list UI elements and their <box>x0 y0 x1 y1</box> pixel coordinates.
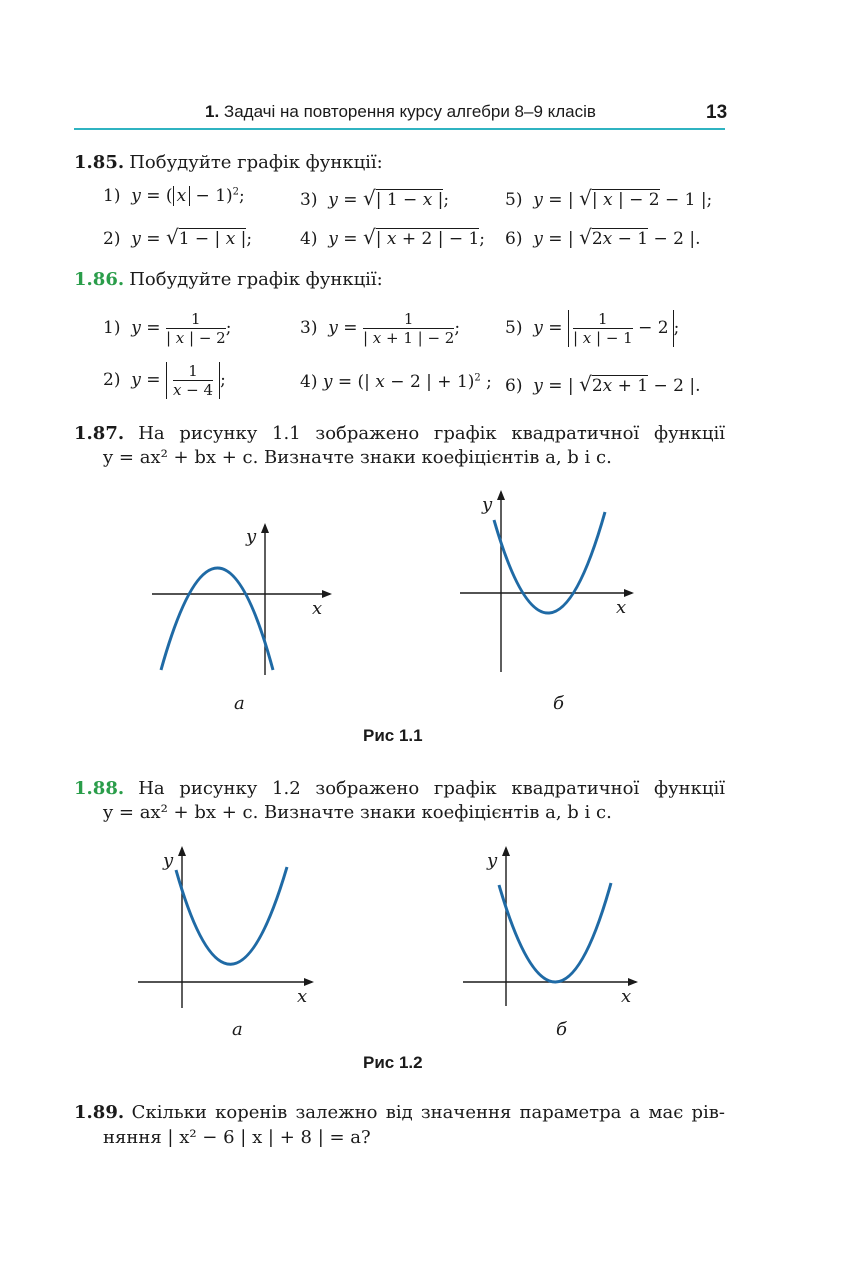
problem-1-86 <box>74 269 383 290</box>
p186-item-6: 6) y = | √2x + 1 − 2 |. <box>505 372 701 396</box>
problem-1-85 <box>74 152 383 173</box>
sub-label-a: а <box>234 693 245 714</box>
problem-number: 1.85. <box>74 152 125 173</box>
parabola-curve <box>176 867 287 964</box>
parabola-curve <box>499 883 611 982</box>
problem-text: На рисунку 1.1 зображено графік квадратичної функції <box>138 423 725 444</box>
p186-item-2: 2) y = $\frac{1}{x - 4}$ ; <box>103 362 226 399</box>
chapter-number: 1. <box>205 102 220 121</box>
x-axis-label: x <box>297 986 308 1007</box>
running-header <box>205 102 596 122</box>
problem-number: 1.88. <box>74 778 125 799</box>
problem-number: 1.86. <box>74 269 125 290</box>
figure-caption: Рис 1.1 <box>363 726 423 745</box>
p185-item-4: 4) y = √| x + 2 | − 1; <box>300 225 486 249</box>
x-axis-label: x <box>616 597 627 618</box>
y-axis-label: y <box>163 850 174 871</box>
parabola-curve <box>494 512 605 613</box>
p185-item-3: 3) y = √| 1 − x |; <box>300 186 450 210</box>
p185-item-5: 5) y = | √| x | − 2 − 1 |; <box>505 186 713 210</box>
p186-item-1: 1) y = $\frac{1}{| x | - 2}$ ; <box>103 310 232 347</box>
sub-label-a: а <box>232 1019 243 1040</box>
figure-1-2 <box>0 835 850 1085</box>
page-number: 13 <box>706 102 728 123</box>
p185-item-6: 6) y = | √2x − 1 − 2 |. <box>505 225 701 249</box>
graph-1-2-b <box>463 848 636 1007</box>
x-axis-label: x <box>621 986 632 1007</box>
y-axis-label: y <box>487 850 498 871</box>
sub-label-b: б <box>553 693 564 714</box>
problem-1-87-line1 <box>74 423 725 444</box>
problem-1-88-line2: y = ax² + bx + c. Визначте знаки коефіцієнтів a, b і c. <box>103 802 612 823</box>
problem-text: Скільки коренів залежно від значення параметра a має рів- <box>131 1102 725 1123</box>
problem-text: Побудуйте графік функції: <box>129 152 383 173</box>
y-axis-label: y <box>482 494 493 515</box>
p186-item-4: 4) y = (| x − 2 | + 1)$^2$ ; <box>300 372 492 392</box>
x-axis-label: x <box>312 598 323 619</box>
problem-number: 1.87. <box>74 423 125 444</box>
parabola-curve <box>161 568 273 670</box>
problem-text: Побудуйте графік функції: <box>129 269 383 290</box>
problem-1-89-line1 <box>74 1102 725 1123</box>
graph-1-1-a <box>152 525 330 675</box>
sub-label-b: б <box>556 1019 567 1040</box>
p186-item-5: 5) y = $\frac{1}{| x | - 1}$ − 2 ; <box>505 310 680 347</box>
graph-1-2-a <box>138 848 312 1008</box>
graph-1-1-b <box>460 492 632 672</box>
problem-1-87-line2: y = ax² + bx + c. Визначте знаки коефіцієнтів a, b і c. <box>103 447 612 468</box>
p186-item-3: 3) y = $\frac{1}{| x + 1 | - 2}$ ; <box>300 310 461 347</box>
problem-1-88-line1 <box>74 778 725 799</box>
p185-item-1: 1) y = ( x − 1)$^2$; <box>103 186 245 206</box>
figure-caption: Рис 1.2 <box>363 1053 423 1072</box>
header-rule <box>74 128 725 130</box>
p185-item-2: 2) y = √1 − | x |; <box>103 225 253 249</box>
y-axis-label: y <box>246 526 257 547</box>
chapter-title: Задачі на повторення курсу алгебри 8–9 класів <box>223 102 596 121</box>
problem-text: На рисунку 1.2 зображено графік квадратичної функції <box>138 778 725 799</box>
problem-number: 1.89. <box>74 1102 125 1123</box>
figure-1-1 <box>0 480 850 760</box>
problem-1-89-line2: няння | x² − 6 | x | + 8 | = a? <box>103 1127 371 1148</box>
